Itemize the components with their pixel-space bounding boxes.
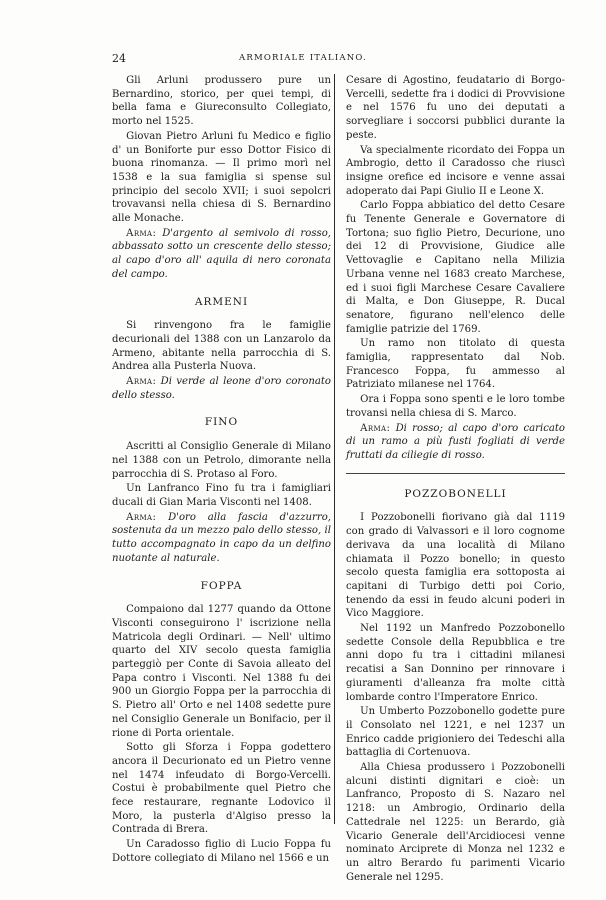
section-heading: FINO (204, 416, 239, 429)
section-heading: FOPPA (200, 579, 243, 592)
column-divider (334, 74, 335, 824)
paragraph: Ascritti al Consiglio Generale di Milano nel 1388 con un Petrolo, dimorante nella parrocchia di S. Protaso al Foro. (112, 441, 331, 480)
paragraph: Giovan Pietro Arluni fu Medico e figlio d' un Boniforte pur esso Dottor Fisico di buona rinomanza. — Il primo morì nel 1538 e la sua famiglia si spense sul principio del secolo XVII; i suoi sepolcri trovavansi nella chiesa di S. Bernardino alle Monache. (112, 130, 331, 225)
section-heading: ARMENI (194, 295, 249, 308)
paragraph: Nel 1192 un Manfredo Pozzobonello sedette Console della Repubblica e tre anni dopo fu tra i cittadini milanesi recatisi a San Donnino per rinnovare i giuramenti d'alleanza fra molte città lombarde contro l'Imperatore Enrico. (346, 623, 565, 703)
paragraph: Carlo Foppa abbiatico del detto Cesare fu Tenente Generale e Governatore di Tortona; suo figlio Pietro, Decurione, uno dei 12 di Provvisione, Giudice alle Vettovaglie e Capitano nella Milizia Urbana venne nel 1683 creato Marchese, ed i suoi figli Marchese Cesare Cavaliere di Malta, e Don Giuseppe, R. Ducal senatore, figurano nell'elenco delle famiglie patrizie del 1769. (346, 200, 565, 335)
left-column (112, 74, 331, 866)
running-title: ARMORIALE ITALIANO. (239, 53, 367, 63)
arma-text: Di rosso; al capo d'oro caricato di un ramo a più fusti fogliati di verde fruttati da ciliegie di rosso. (346, 422, 565, 461)
paragraph: I Pozzobonelli fiorivano già dal 1119 con grado di Valvassori e il loro cognome derivava da una località di Milano chiamata il Pozzo bonello; in questo secolo questa famiglia era sottoposta ai capitani di Turbigo detti poi Corio, tenendo da essi in feudo alcuni poderi in Vico Maggiore. (346, 512, 565, 620)
arma-label: Arma: (126, 511, 157, 523)
paragraph: Un Caradosso figlio di Lucio Foppa fu Dottore collegiato di Milano nel 1566 e un (112, 839, 331, 864)
paragraph: Un Lanfranco Fino fu tra i famigliari ducali di Gian Maria Visconti nel 1408. (112, 483, 331, 508)
paragraph: Un ramo non titolato di questa famiglia, rappresentato dal Nob. Francesco Foppa, fu ammesso al Patriziato milanese nel 1764. (346, 338, 565, 391)
arma-label: Arma: (126, 227, 157, 239)
paragraph: Si rinvengono fra le famiglie decurionali del 1388 con un Lanzarolo da Armeno, abitante nella parrocchia di S. Andrea alla Pusterla Nuova. (112, 320, 331, 373)
coat-of-arms-description (346, 422, 565, 463)
arma-label: Arma: (360, 422, 391, 434)
paragraph: Compaiono dal 1277 quando da Ottone Visconti conseguirono l' iscrizione nella Matricola degli Ordinari. — Nell' ultimo quarto del XIV secolo questa famiglia parteggiò per Conte di Savoia alleato del Papa contro i Visconti. Nel 1388 fu dei 900 un Giorgio Foppa per la parrocchia di S. Pietro all' Orto e nel 1408 sedette pure nel Consiglio Generale un Bonifacio, per il rione di Porta orientale. (112, 604, 331, 739)
paragraph: Va specialmente ricordato dei Foppa un Ambrogio, detto il Caradosso che riuscì insigne orefice ed incisore e venne assai adoperato dai Papi Giulio II e Leone X. (346, 144, 565, 197)
right-column (346, 74, 565, 884)
coat-of-arms-description (112, 375, 331, 402)
paragraph: Ora i Foppa sono spenti e le loro tombe trovansi nella chiesa di S. Marco. (346, 394, 565, 419)
page-number: 24 (112, 52, 126, 65)
arma-text: Di verde al leone d'oro coronato dello stesso. (112, 376, 331, 401)
section-heading: POZZOBONELLI (404, 487, 507, 500)
section-divider (346, 473, 565, 474)
arma-text: D'argento al semivolo di rosso, abbassato sotto un crescente dello stesso; al capo d'oro all' aquila di nero coronata del campo. (112, 227, 331, 280)
coat-of-arms-description (112, 511, 331, 566)
paragraph: Gli Arluni produssero pure un Bernardino, storico, per quei tempi, di bella fama e Giureconsulto Collegiato, morto nel 1525. (112, 75, 331, 128)
arma-label: Arma: (126, 376, 157, 388)
paragraph: Alla Chiesa produssero i Pozzobonelli alcuni distinti dignitari e cioè: un Lanfranco, Proposto di S. Nazaro nel 1218: un Ambrogio, Ordinario della Cattedrale nel 1225: un Berardo, già Vicario Generale dell'Arcidiocesi venne nominato Arciprete di Monza nel 1232 e un altro Berardo fu parimenti Vicario Generale nel 1295. (346, 762, 565, 883)
coat-of-arms-description (112, 227, 331, 282)
arma-text: D'oro alla fascia d'azzurro, sostenuta da un mezzo palo dello stesso, il tutto accompagnato in capo da un delfino nuotante al naturale. (112, 511, 331, 564)
paragraph: Un Umberto Pozzobonello godette pure il Consolato nel 1221, e nel 1237 un Enrico cadde prigioniero dei Tedeschi alla battaglia di Cortenuova. (346, 706, 565, 759)
paragraph: Sotto gli Sforza i Foppa godettero ancora il Decurionato ed un Pietro venne nel 1474 infeudato di Borgo-Vercelli. Costui è probabilmente quel Pietro che fece restaurare, regnante Lodovico il Moro, la pusterla d'Algiso presso la Contrada di Brera. (112, 742, 331, 836)
paragraph: Cesare di Agostino, feudatario di Borgo-Vercelli, sedette fra i dodici di Provvisione e nel 1576 fu uno dei deputati a sorvegliare i soccorsi pubblici durante la peste. (346, 75, 565, 141)
